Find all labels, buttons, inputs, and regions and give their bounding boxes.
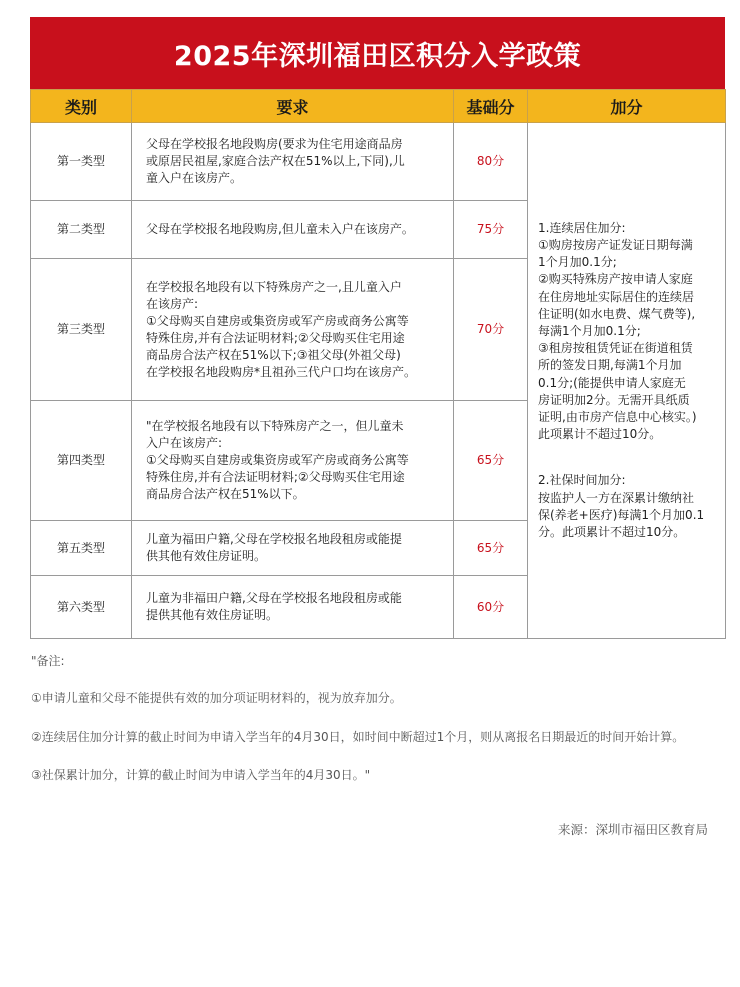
note-item: ①申请儿童和父母不能提供有效的加分项证明材料的，视为放弃加分。 [31,691,402,705]
base-score-cell: 75分 [454,201,528,259]
category-cell: 第六类型 [31,576,132,639]
base-score-cell: 65分 [454,401,528,521]
requirement-cell: 儿童为福田户籍,父母在学校报名地段租房或能提 供其他有效住房证明。 [132,521,454,576]
base-score-cell: 65分 [454,521,528,576]
base-score-cell: 70分 [454,259,528,401]
category-cell: 第一类型 [31,123,132,201]
residence-bonus-text: 1.连续居住加分: ①购房按房产证发证日期每满 1个月加0.1分; ②购买特殊房产按申请人家庭 在住房地址实际居住的连续居 住证明(如水电费、煤气费等), 每满1个月加0.1分; ③租房按租赁凭证在街道租赁 所的签发日期,每满1个月加 0.1分;(能提供申请人家庭无 房证明加2分。无需开具纸质 证明,由市房产信息中心核实。) 此项累计不超过10分。 [538,220,697,442]
table-row [31,123,726,201]
header-category: 类别 [31,90,132,123]
note-item: ②连续居住加分计算的截止时间为申请入学当年的4月30日，如时间中断超过1个月，则从离报名日期最近的时间开始计算。 [31,730,685,744]
page-title: 2025年深圳福田区积分入学政策 [30,17,725,89]
notes-heading: "备注: [31,654,65,668]
requirement-cell: 儿童为非福田户籍,父母在学校报名地段租房或能 提供其他有效住房证明。 [132,576,454,639]
requirement-cell: 父母在学校报名地段购房(要求为住宅用途商品房 或原居民祖屋,家庭合法产权在51%以上,下同),儿 童入户在该房产。 [132,123,454,201]
category-cell: 第二类型 [31,201,132,259]
requirement-cell: 父母在学校报名地段购房,但儿童未入户在该房产。 [132,201,454,259]
category-cell: 第三类型 [31,259,132,401]
header-bonus: 加分 [528,90,726,123]
base-score-cell: 60分 [454,576,528,639]
table-header-row [31,90,726,123]
base-score-cell: 80分 [454,123,528,201]
requirement-cell: 在学校报名地段有以下特殊房产之一,且儿童入户 在该房产: ①父母购买自建房或集资房或军产房或商务公寓等 特殊住房,并有合法证明材料;②父母购买住宅用途 商品房合法产权在51%以下;③祖父母(外祖父母) 在学校报名地段购房*且祖孙三代户口均在该房产。 [132,259,454,401]
category-cell: 第四类型 [31,401,132,521]
category-cell: 第五类型 [31,521,132,576]
bonus-cell [528,123,726,639]
policy-table [30,89,726,639]
header-requirement: 要求 [132,90,454,123]
header-base-score: 基础分 [454,90,528,123]
source-credit: 来源：深圳市福田区教育局 [557,822,708,837]
social-security-bonus-text: 2.社保时间加分: 按监护人一方在深累计缴纳社 保(养老+医疗)每满1个月加0.1 分。此项累计不超过10分。 [538,473,705,540]
note-item: ③社保累计加分，计算的截止时间为申请入学当年的4月30日。" [31,768,371,782]
requirement-cell: "在学校报名地段有以下特殊房产之一，但儿童未 入户在该房产: ①父母购买自建房或集资房或军产房或商务公寓等 特殊住房,并有合法证明材料;②父母购买住宅用途 商品房合法产权在51%以下。 [132,401,454,521]
